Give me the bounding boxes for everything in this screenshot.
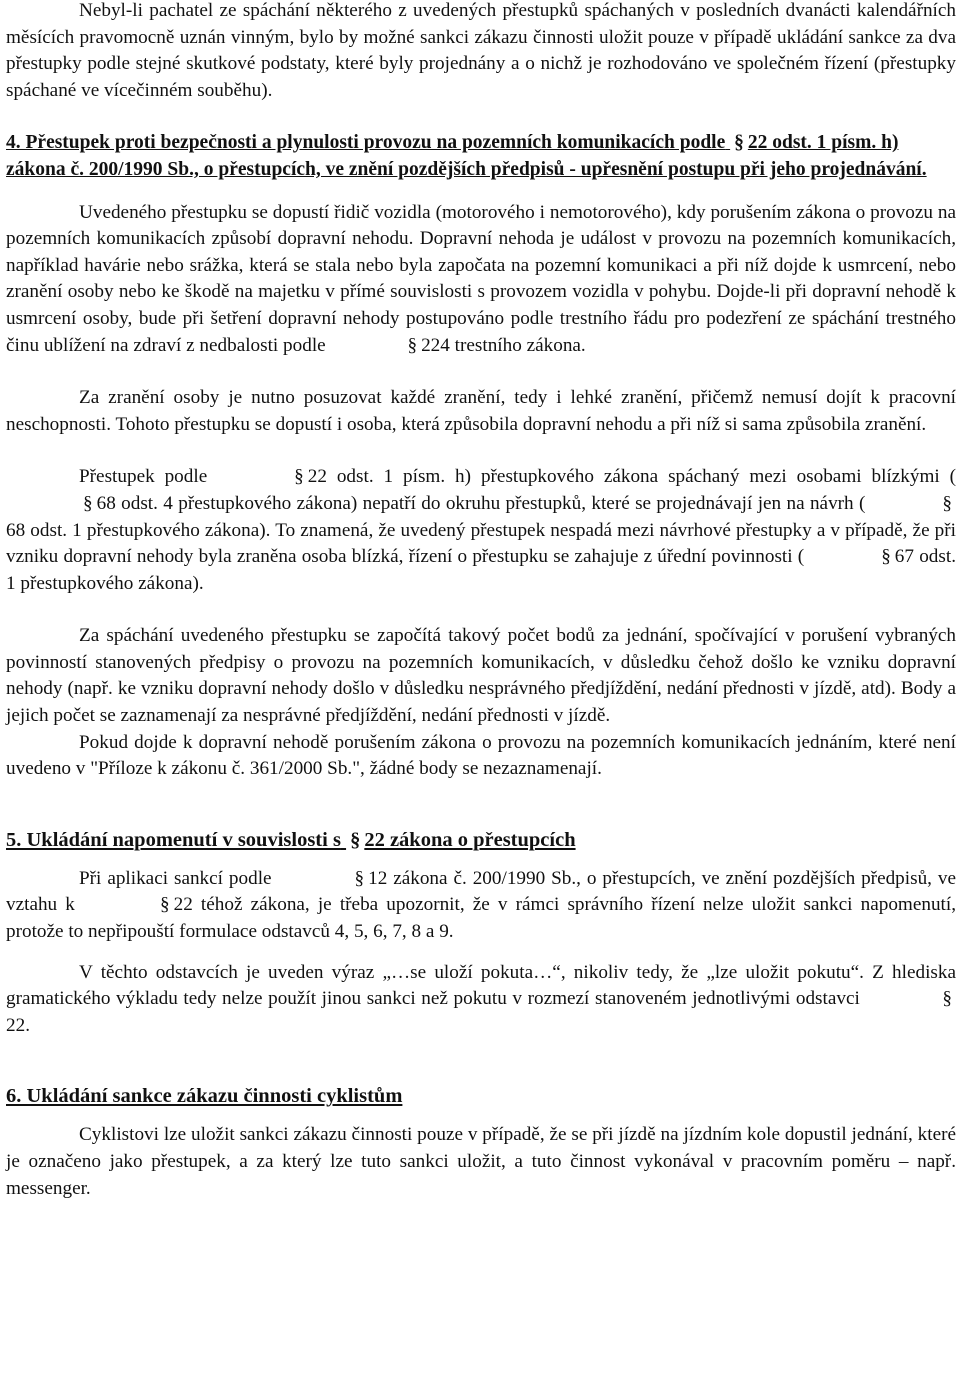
section-sign: § — [160, 894, 170, 916]
section-5-paragraph-2-part-a: V těchto odstavcích je uveden výraz „…se uloží pokuta…“, nikoliv tedy, že „lze uložit pokutu“. Z hlediska gramatického výkladu tedy nelze použít jinou sankci než pokutu v rozmezí stanoveném jednotlivými odstavci — [6, 961, 956, 1010]
section-sign: § — [881, 546, 891, 568]
section-4-title-part-2: 22 odst. 1 písm. h) zákona č. 200/1990 Sb., o přestupcích, ve znění pozdějších předpisů - upřesnění postupu při jeho projednávání. — [6, 132, 927, 180]
section-6-heading: 6. Ukládání sankce zákazu činnosti cyklistům — [6, 1085, 403, 1108]
section-5-heading — [6, 827, 956, 854]
section-4-paragraph-1-end: 224 trestního zákona. — [421, 334, 586, 356]
section-4-paragraph-1-text: Uvedeného přestupku se dopustí řidič vozidla (motorového i nemotorového), kdy porušením zákona o provozu na pozemních komunikacích způsobí dopravní nehodu. Dopravní nehoda je událost v provozu na pozemních komunikacích, například havárie nebo srážka, která se stala nebo byla započata na pozemní komunikaci a při níž dojde k usmrcení, nebo zranění osoby nebo ke škodě na majetku v přímé souvislosti s provozem vozidla v pohybu. Dojde-li při dopravní nehodě k usmrcení osoby, bude při šetření dopravní nehody postupováno podle trestního řádu pro podezření ze spáchání trestného činu ublížení na zdraví z nedbalosti podle — [6, 201, 956, 356]
section-sign: § — [350, 828, 361, 851]
section-sign: § — [734, 132, 744, 154]
section-5-paragraph-2-part-b: 22. — [6, 1014, 30, 1036]
section-sign: § — [942, 988, 952, 1010]
section-sign: § — [83, 492, 93, 514]
section-4-paragraph-1 — [6, 200, 956, 360]
section-4-paragraph-3 — [6, 464, 956, 597]
section-4-title-part-1: 4. Přestupek proti bezpečnosti a plynulosti provozu na pozemních komunikacích podle — [6, 132, 726, 154]
section-4-heading — [6, 130, 956, 183]
intro-paragraph: Nebyl-li pachatel ze spáchání některého z uvedených přestupků spáchaných v posledních dvanácti kalendářních měsících pravomocně uznán vinným, bylo by možné sankci zákazu činnosti uložit pouze v případě ukládání sankce za dva přestupky podle stejné skutkové podstaty, které byly projednány a o nichž je rozhodováno ve společném řízení (přestupky spáchané ve vícečinném souběhu). — [6, 0, 956, 101]
section-4-paragraph-3-part-a: Přestupek podle — [79, 466, 208, 488]
section-4-paragraph-5: Pokud dojde k dopravní nehodě porušením zákona o provozu na pozemních komunikacích jednáním, které není uvedeno v "Příloze k zákonu č. 361/2000 Sb.", žádné body se nezaznamenají. — [6, 731, 956, 780]
section-4-paragraph-4: Za spáchání uvedeného přestupku se započítá takový počet bodů za jednání, spočívající v porušení vybraných povinností stanovených předpisy o provozu na pozemních komunikacích, v důsledku čehož došlo ke vzniku dopravní nehody (např. ke vzniku dopravní nehody došlo v důsledku nesprávného předjíždění, nedání přednosti v jízdě, atd). Body a jejich počet se zaznamenají za nesprávné předjíždění, nedání přednosti v jízdě. — [6, 625, 956, 727]
section-5-title-part-1: 5. Ukládání napomenutí v souvislosti s — [6, 828, 341, 851]
section-5-paragraph-1-part-a: Při aplikaci sankcí podle — [79, 867, 272, 889]
section-sign: § — [294, 466, 304, 488]
section-5-title-part-2: 22 zákona o přestupcích — [364, 828, 576, 851]
section-4-paragraph-3-part-d: 68 odst. 1 přestupkového zákona). To znamená, že uvedený přestupek nespadá mezi návrhové přestupky a v případě, že při vzniku dopravní nehody byla zraněna osoba blízká, řízení o přestupku se zahajuje z úřední povinnosti ( — [6, 519, 956, 568]
section-5-paragraph-2 — [6, 960, 956, 1040]
section-sign: § — [407, 334, 418, 356]
section-5-paragraph-1-part-c: 22 téhož zákona, je třeba upozornit, že v rámci správního řízení nelze uložit sankci napomenutí, protože to nepřipouští formulace odstavců 4, 5, 6, 7, 8 a 9. — [6, 894, 957, 943]
section-6-paragraph-1: Cyklistovi lze uložit sankci zákazu činnosti pouze v případě, že se při jízdě na jízdním kole dopustil jednání, které je označeno jako přestupek, a za který lze tuto sankci uložit, a tuto činnost vykonával v pracovním poměru – např. messenger. — [6, 1124, 956, 1199]
section-sign: § — [942, 492, 952, 514]
section-5-paragraph-1 — [6, 866, 956, 946]
section-sign: § — [354, 867, 365, 889]
section-4-paragraph-3-part-c: 68 odst. 4 přestupkového zákona) nepatří do okruhu přestupků, které se projednávají jen na návrh ( — [96, 492, 866, 514]
section-4-paragraph-3-part-b: 22 odst. 1 písm. h) přestupkového zákona spáchaný mezi osobami blízkými ( — [307, 466, 957, 488]
section-5-paragraph-1-part-b: 12 zákona č. 200/1990 Sb., o přestupcích, ve znění pozdějších předpisů, ve vztahu k — [6, 867, 957, 916]
section-4-paragraph-3-part-e: 67 odst. 1 přestupkového zákona). — [6, 546, 956, 594]
section-4-paragraph-2: Za zranění osoby je nutno posuzovat každé zranění, tedy i lehké zranění, přičemž nemusí dojít k pracovní neschopnosti. Tohoto přestupku se dopustí i osoba, která způsobila dopravní nehodu a při níž si sama způsobila zranění. — [6, 387, 956, 435]
